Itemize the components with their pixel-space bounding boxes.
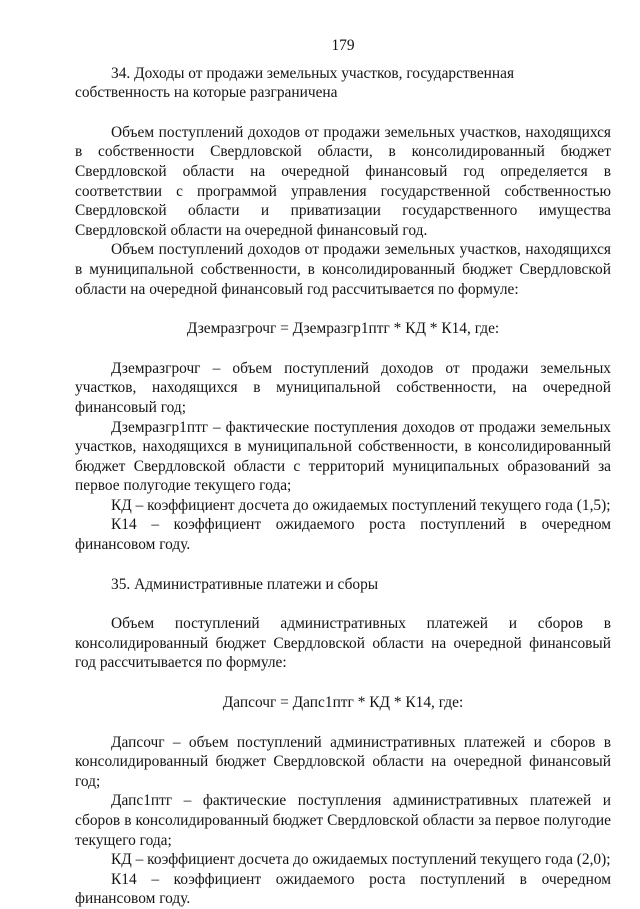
document-page <box>75 36 611 909</box>
section-35-definition-2: Дапс1птг – фактические поступления административных платежей и сборов в консолидированный бюджет Свердловской области за первое полугодие текущего года; <box>75 792 611 849</box>
section-34-definition-3: КД – коэффициент досчета до ожидаемых поступлений текущего года (1,5); <box>111 496 611 514</box>
section-35-definition-1: Дапсочг – объем поступлений административных платежей и сборов в консолидированный бюджет Свердловской области на очередной финансовый год; <box>75 733 611 790</box>
section-35-definition-4: К14 – коэффициент ожидаемого роста поступлений в очередном финансовом году. <box>75 870 611 908</box>
section-34-definition-2: Дземразгр1птг – фактические поступления доходов от продажи земельных участков, находящихся в муниципальной собственности, в консолидированный бюджет Свердловской области с территорий муниципальных образований за первое полугодие текущего года; <box>75 418 611 495</box>
section-35-definition-3: КД – коэффициент досчета до ожидаемых поступлений текущего года (2,0); <box>111 851 611 869</box>
section-34-heading: 34. Доходы от продажи земельных участков, государственная собственность на которые разграничена <box>75 64 515 102</box>
section-35-paragraph-1: Объем поступлений административных платежей и сборов в консолидированный бюджет Свердловской области на очередной финансовый год рассчитывается по формуле: <box>75 615 611 672</box>
section-35-formula: Дапсочг = Дапс1птг * КД * К14, где: <box>222 694 464 712</box>
section-34-definition-1: Дземразгрочг – объем поступлений доходов от продажи земельных участков, находящихся в муниципальной собственности, на очередной финансовый год; <box>75 359 611 416</box>
section-34-paragraph-1: Объем поступлений доходов от продажи земельных участков, находящихся в собственности Свердловской области, в консолидированный бюджет Свердловской области на очередной финансовый год определяется в соответствии с программой управления государственной собственностью Свердловской области и приватизации государственного имущества Свердловской области на очередной финансовый год. <box>75 123 611 239</box>
section-34-paragraph-2: Объем поступлений доходов от продажи земельных участков, находящихся в муниципальной собственности, в консолидированный бюджет Свердловской области на очередной финансовый год рассчитывается по формуле: <box>75 241 611 298</box>
section-35 <box>75 575 611 909</box>
section-34-definition-4: К14 – коэффициент ожидаемого роста поступлений в очередном финансовом году. <box>75 516 611 554</box>
section-spacer <box>75 555 611 575</box>
section-35-heading: 35. Административные платежи и сборы <box>111 575 379 593</box>
section-34-formula: Дземразгрочг = Дземразгр1птг * КД * К14, где: <box>186 320 500 338</box>
page-number: 179 <box>331 37 355 54</box>
section-34 <box>75 64 611 555</box>
